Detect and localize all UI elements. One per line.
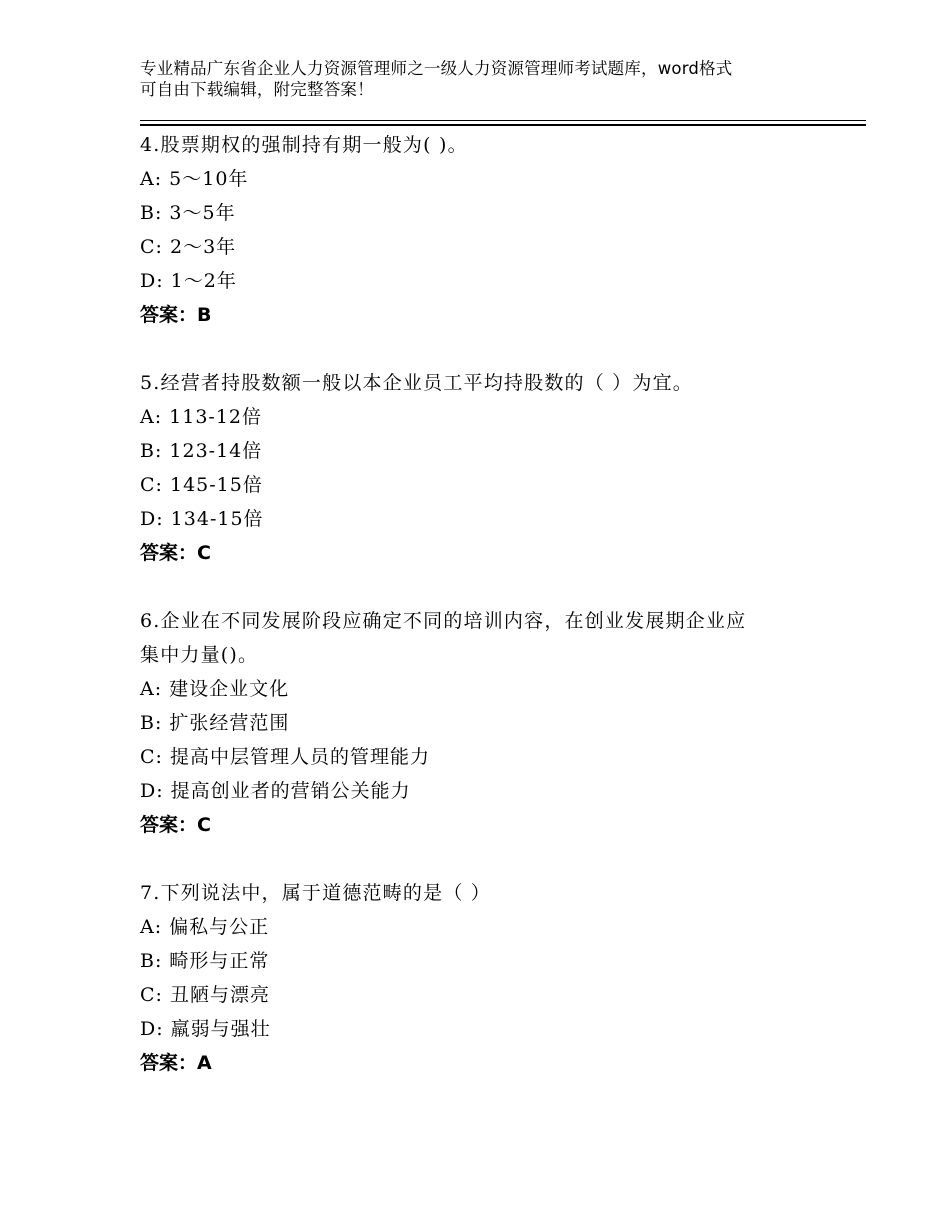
spacer: [140, 332, 830, 366]
option-d: D: 提高创业者的营销公关能力: [140, 780, 411, 802]
header-divider-thick: [140, 124, 866, 126]
answer-label: 答案：B: [140, 304, 212, 326]
answer-label: 答案：C: [140, 814, 211, 836]
spacer: [140, 570, 830, 604]
option-c: C: 2～3年: [140, 236, 237, 258]
option-b: B: 畸形与正常: [140, 950, 270, 972]
option-a: A: 5～10年: [140, 168, 249, 190]
question-stem-line-1: 6.企业在不同发展阶段应确定不同的培训内容，在创业发展期企业应: [140, 610, 747, 632]
question-list: [140, 128, 830, 1080]
option-c: C: 145-15倍: [140, 474, 263, 496]
question-6: [140, 604, 830, 842]
question-4: [140, 128, 830, 332]
option-b: B: 扩张经营范围: [140, 712, 290, 734]
option-d: D: 1～2年: [140, 270, 237, 292]
question-5: [140, 366, 830, 570]
option-d: D: 羸弱与强壮: [140, 1018, 271, 1040]
option-b: B: 123-14倍: [140, 440, 263, 462]
question-stem: 4.股票期权的强制持有期一般为( )。: [140, 134, 468, 156]
option-a: A: 偏私与公正: [140, 916, 270, 938]
option-b: B: 3～5年: [140, 202, 236, 224]
spacer: [140, 842, 830, 876]
option-d: D: 134-15倍: [140, 508, 264, 530]
header-line-2: 可自由下载编辑，附完整答案！: [140, 80, 374, 99]
answer-label: 答案：C: [140, 542, 211, 564]
option-c: C: 提高中层管理人员的管理能力: [140, 746, 430, 768]
option-a: A: 113-12倍: [140, 406, 263, 428]
question-stem: 5.经营者持股数额一般以本企业员工平均持股数的（ ）为宜。: [140, 372, 693, 394]
question-7: [140, 876, 830, 1080]
header-divider-thin: [140, 120, 866, 121]
document-header: [140, 58, 820, 100]
option-c: C: 丑陋与漂亮: [140, 984, 270, 1006]
question-stem-line-2: 集中力量()。: [140, 644, 259, 666]
question-stem: 7.下列说法中，属于道德范畴的是（ ）: [140, 882, 491, 904]
header-line-1: 专业精品广东省企业人力资源管理师之一级人力资源管理师考试题库，word格式: [140, 59, 733, 78]
option-a: A: 建设企业文化: [140, 678, 290, 700]
answer-label: 答案：A: [140, 1052, 212, 1074]
